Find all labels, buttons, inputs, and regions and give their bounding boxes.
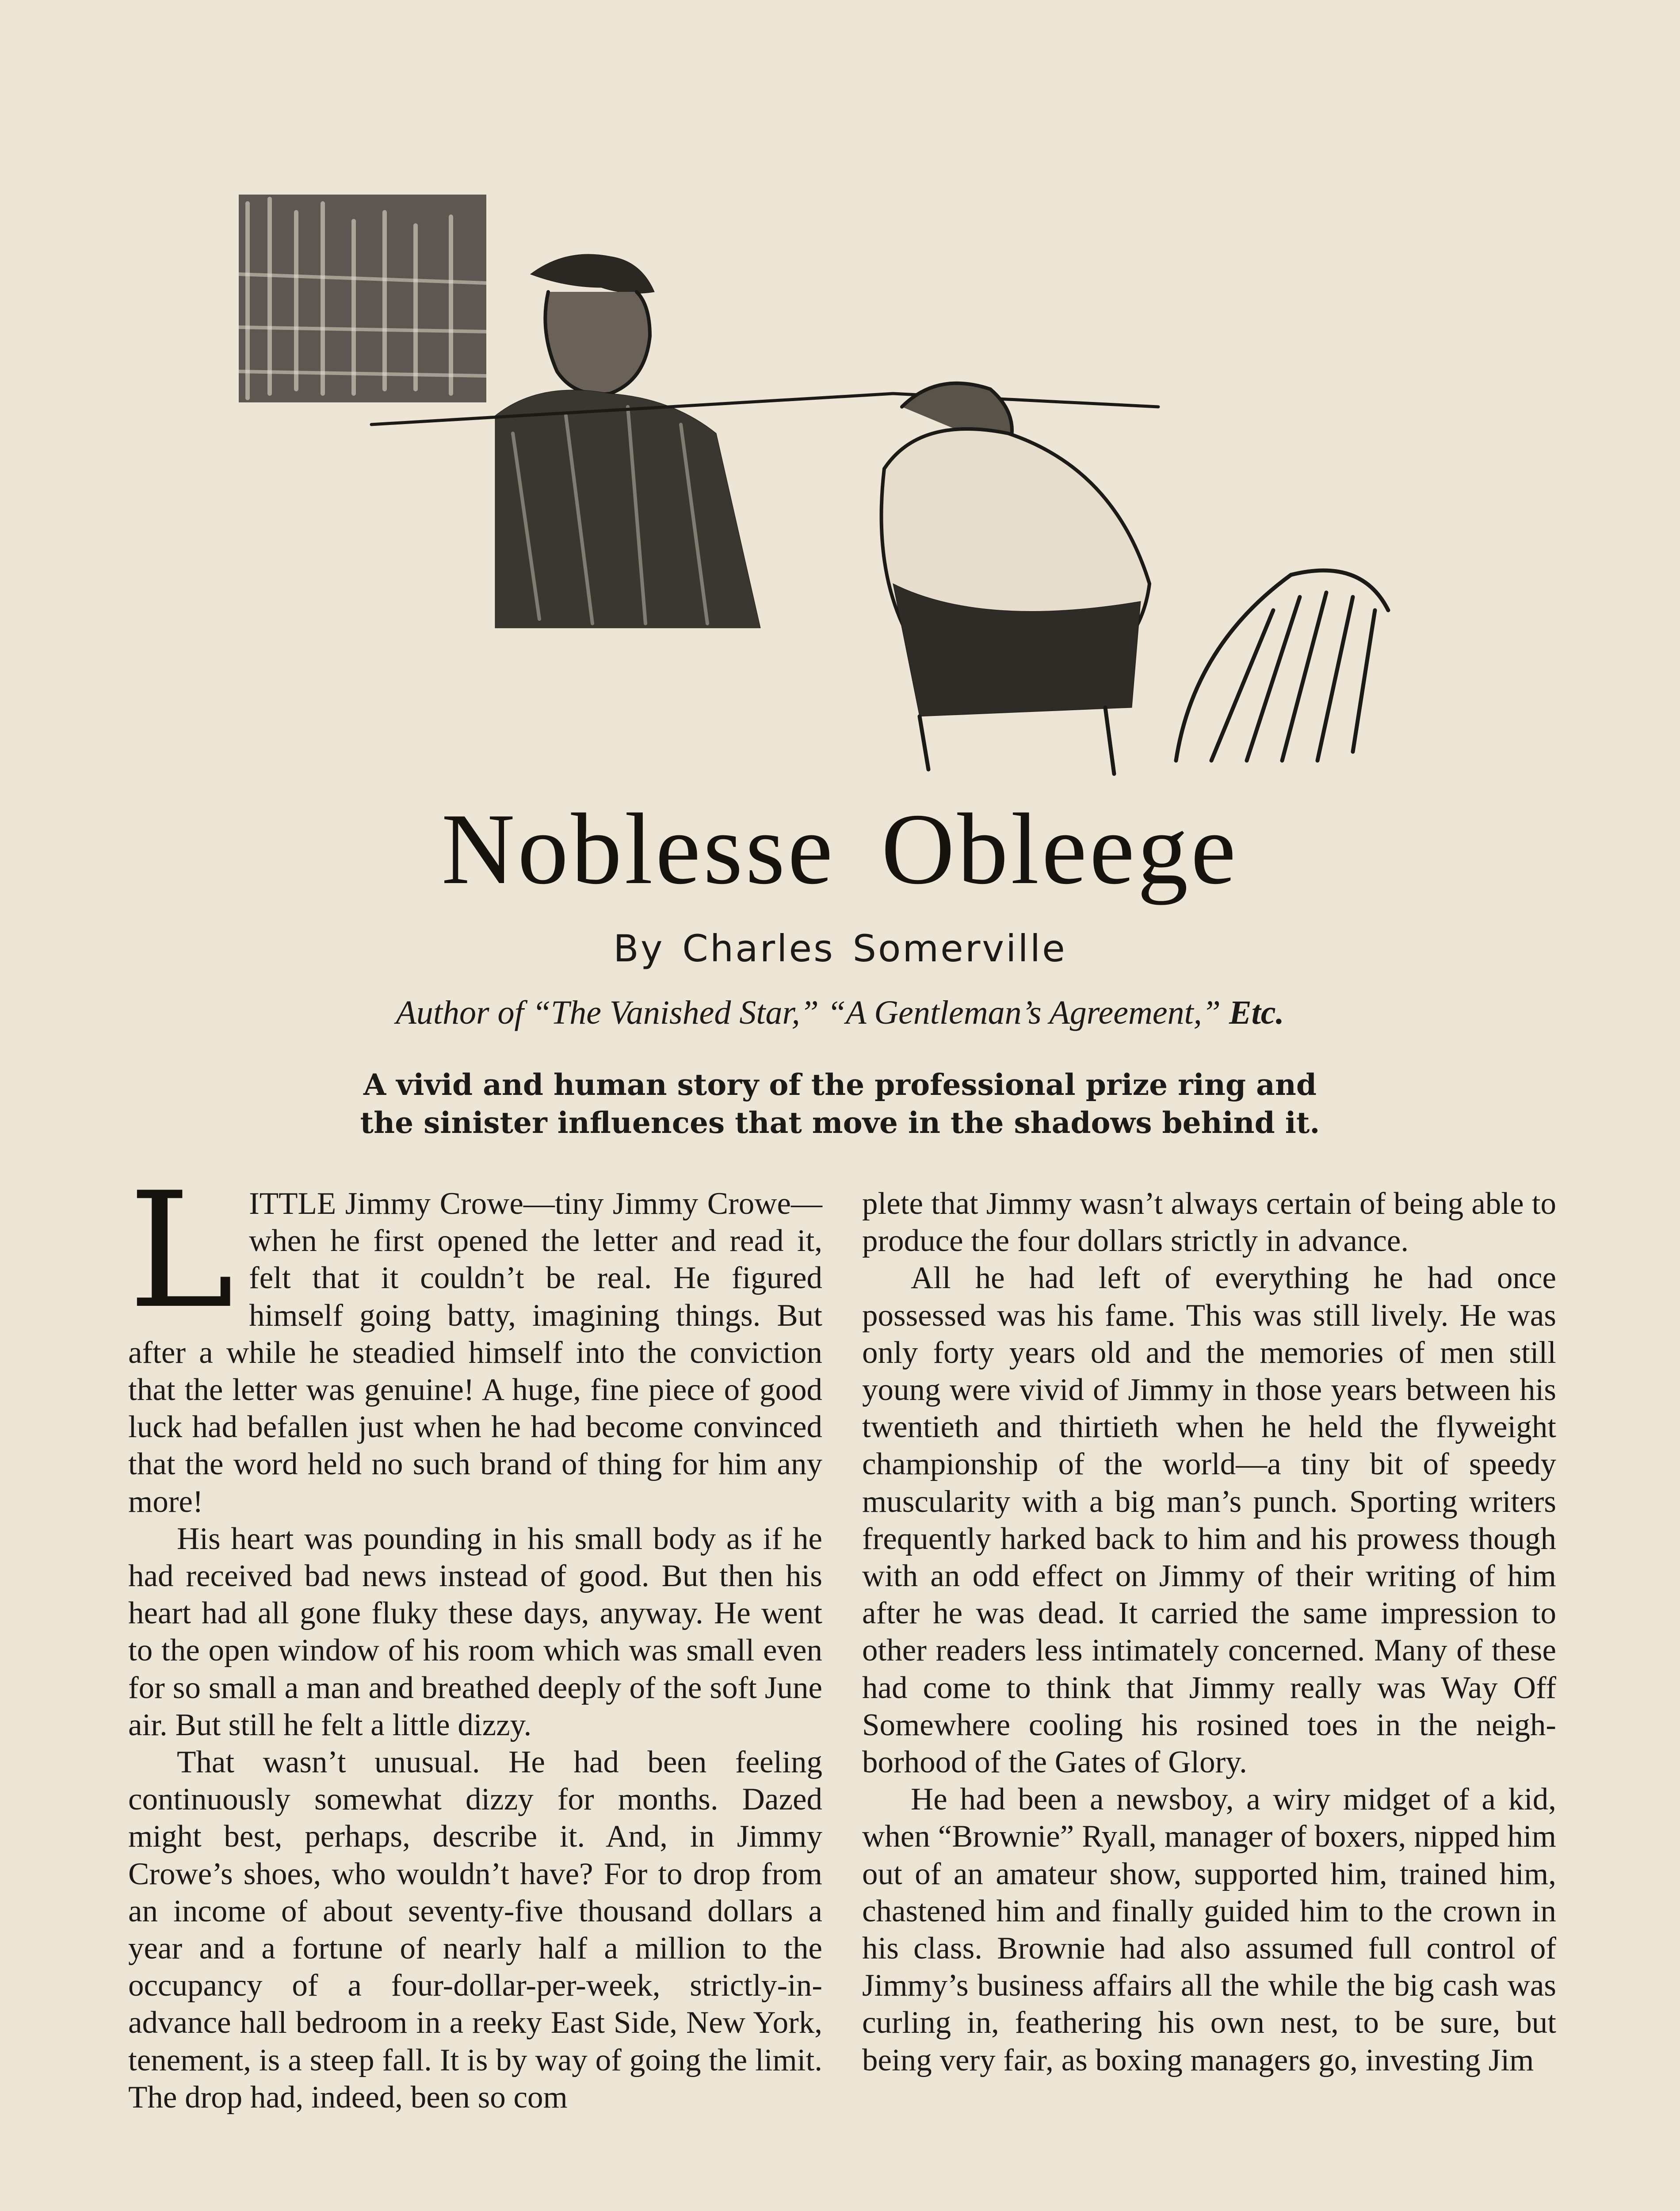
paragraph: All he had left of everything he had once possessed was his fame. This was still lively. He was only forty years old and the memories of men still young were vivid of Jimmy in those years between his twentieth and thirtieth when he held the flyweight championship of the world—a tiny bit of speedy muscularity with a big man’s punch. Sporting writers frequently harked back to him and his prowess though with an odd effect on Jimmy of their writing of him after he was dead. It carried the same impression to other readers less intimately concerned. Many of these had come to think that Jimmy really was Way Off Somewhere cooling his rosined toes in the neighborhood of the Gates of Glory. bbox=[862, 1261, 1556, 1780]
author-byline: By Charles Somerville bbox=[613, 927, 1067, 970]
paragraph: He had been a newsboy, a wiry midget of a kid, when “Brownie” Ryall, manager of boxers, nipped him out of an amateur show, supported him, trained him, chastened him and finally guided him to the crown in his class. Brownie had also assumed full control of Jimmy’s business affairs all the while the big cash was curling in, feathering his own nest, to be sure, but being very fair, as boxing managers go, investing Jim bbox=[862, 1782, 1556, 2077]
story-title: Noblesse Obleege bbox=[441, 792, 1239, 905]
drop-cap-letter: L bbox=[128, 1158, 234, 1343]
story-blurb: A vivid and human story of the professional prize ring and the sinister influences that move in the shadows behind it. bbox=[360, 1067, 1320, 1140]
table-edge-line bbox=[371, 394, 1158, 425]
city-street-sketch bbox=[239, 195, 486, 402]
paragraph-text: ITTLE Jimmy Crowe—tiny Jimmy Crowe—when he first opened the letter and read it, felt that it couldn’t be real. He figured himself going batty, imagining things. But after a while he steadied himself into the conviction that the letter was genuine! A huge, fine piece of good luck had befallen just when he had become convinced that the word held no such brand of thing for him any more! bbox=[128, 1186, 822, 1519]
text-column-left bbox=[128, 1158, 822, 2211]
paragraph-continuation: plete that Jimmy wasn’t always certain of being able to produce the four dollars strictly in advance. bbox=[862, 1186, 1556, 1259]
paragraph bbox=[128, 1158, 822, 1520]
story-illustration bbox=[230, 186, 1450, 778]
author-credits bbox=[0, 988, 1680, 1037]
paragraph: His heart was pounding in his small body as if he had received bad news instead of good. But then his heart had all gone fluky these days, anyway. He went to the open window of his room which was small even for so small a man and breathed deeply of the soft June air. But still he felt a little dizzy. bbox=[128, 1521, 822, 1742]
seated-figure-sketch bbox=[882, 383, 1149, 774]
man-with-hat-sketch bbox=[495, 254, 760, 628]
text-column-right bbox=[862, 1185, 1556, 2211]
chair-sketch bbox=[1176, 570, 1388, 761]
paragraph: That wasn’t unusual. He had been feeling continuously somewhat dizzy for months. Dazed might best, perhaps, describe it. And, in Jimmy Crowe’s shoes, who wouldn’t have? For to drop from an income of about seventy-five thousand dollars a year and a fortune of nearly half a million to the occupancy of a four-dollar-per-week, strictly-in-advance hall bedroom in a reeky East Side, New York, tenement, is a steep fall. It is by way of going the limit. The drop had, indeed, been so com bbox=[128, 1745, 822, 2115]
author-previous-works: Author of “The Vanished Star,” “A Gentleman’s Agreement,” bbox=[396, 994, 1221, 1031]
author-credits-etc: Etc. bbox=[1229, 994, 1284, 1031]
